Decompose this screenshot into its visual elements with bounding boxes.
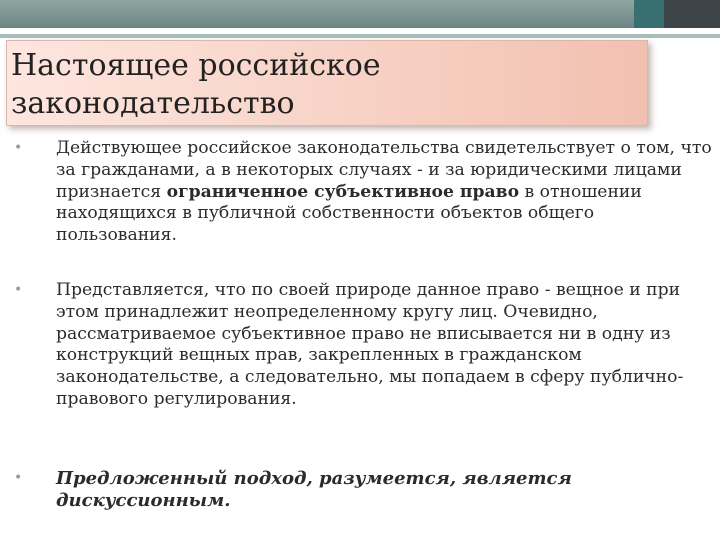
header-bar-teal-block <box>634 0 664 28</box>
bullet-1-text-end: в отношении находящихся в публичной собственности объектов общего пользования. <box>56 181 642 246</box>
bullet-text-3: Предложенный подход, разумеется, является дискуссионным. <box>56 468 572 511</box>
bullet-icon: • <box>14 282 23 298</box>
bullet-icon: • <box>14 140 23 156</box>
bullet-1-text-start: Действующее российское законодательства свидетельствует о том, что за гражданами, а в некоторых случаях - и за юридическими лицами признается <box>56 138 712 202</box>
bullet-item-3 <box>14 468 714 516</box>
bullet-item-1 <box>14 138 714 276</box>
bullet-1-emphasis: ограниченное субъективное право <box>166 181 520 202</box>
header-bar <box>0 0 720 28</box>
bullet-icon: • <box>14 470 23 486</box>
bullet-item-2 <box>14 280 714 460</box>
title-box <box>6 40 648 126</box>
header-bar-main <box>0 0 634 28</box>
bullet-text-1 <box>56 138 712 247</box>
header-bar-dark-block <box>664 0 720 28</box>
header-accent-line <box>0 34 720 38</box>
bullet-text-2: Представляется, что по своей природе данное право - вещное и при этом принадлежит неопределенному кругу лиц. Очевидно, рассматриваемое субъективное право не вписывается ни в одну из конструкций вещных прав, закрепленных в гражданском законодательстве, а следовательно, мы попадаем в сферу публично-правового регулирования. <box>56 280 684 409</box>
slide-title: Настоящее российское законодательство <box>11 48 381 121</box>
